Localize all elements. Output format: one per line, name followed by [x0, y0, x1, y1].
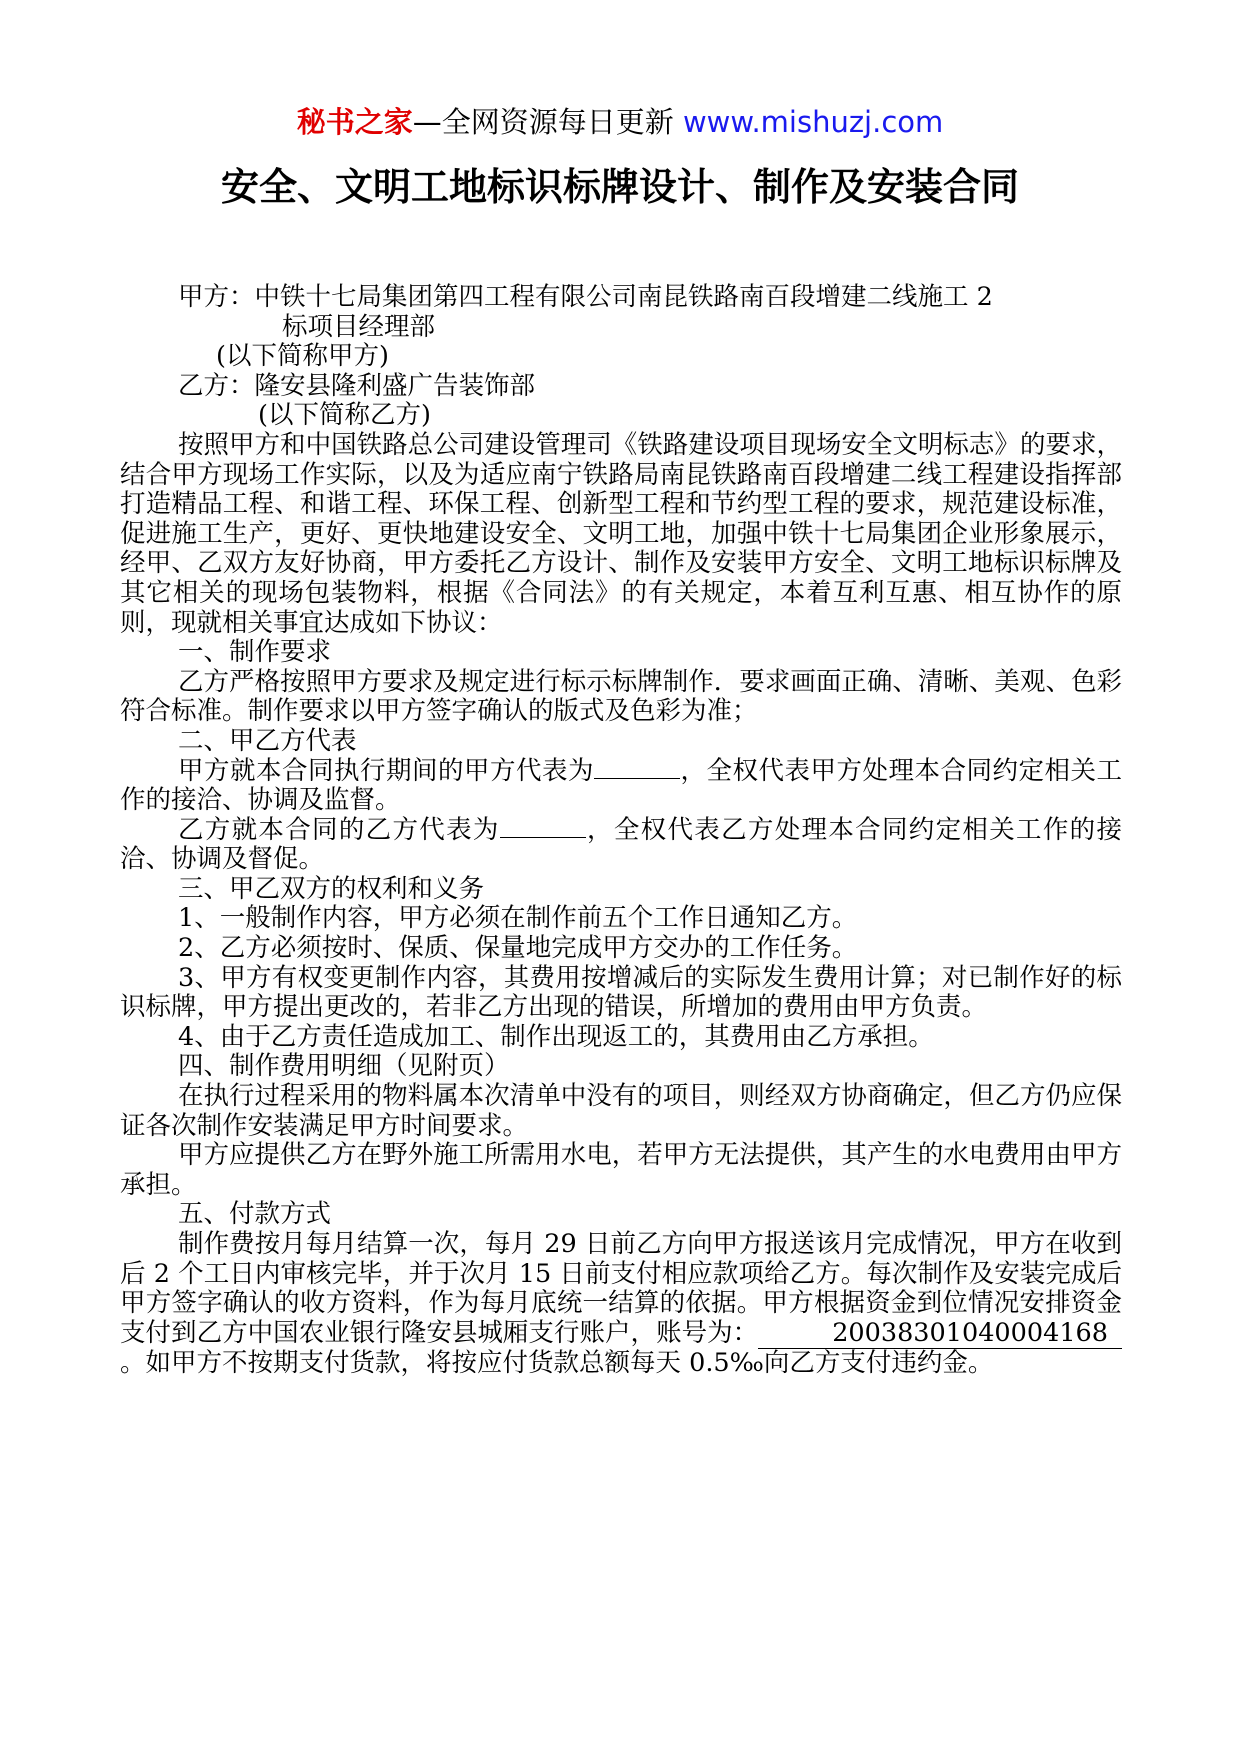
party-a-label: 甲方： [178, 282, 255, 312]
party-b-abbr: (以下简称乙方) [258, 400, 431, 431]
section-5-paragraph [120, 1230, 1122, 1379]
party-b-rep-text-end: ，全权代表乙方处理本合同约定相关工作的接洽、协调及督促。 [120, 814, 1122, 875]
section-1-paragraph: 乙方严格按照甲方要求及规定进行标示标牌制作．要求画面正确、清晰、美观、色彩符合标准。制作要求以甲方签字确认的版式及色彩为准； [120, 666, 1122, 727]
intro-paragraph: 按照甲方和中国铁路总公司建设管理司《铁路建设项目现场安全文明标志》的要求，结合甲方现场工作实际，以及为适应南宁铁路局南昆铁路南百段增建二线工程建设指挥部打造精品工程、和谐工程、环保工程、创新型工程和节约型工程的要求，规范建设标准，促进施工生产，更好、更快地建设安全、文明工地，加强中铁十七局集团企业形象展示，经甲、乙双方友好协商，甲方委托乙方设计、制作及安装甲方安全、文明工地标识标牌及其它相关的现场包装物料，根据《合同法》的有关规定，本着互利互惠、相互协作的原则，现就相关事宜达成如下协议： [120, 429, 1122, 638]
party-a-name-line1: 中铁十七局集团第四工程有限公司南昆铁路南百段增建二线施工 2 [254, 282, 993, 312]
section-3-item-2: 2、乙方必须按时、保质、保量地完成甲方交办的工作任务。 [178, 933, 858, 964]
party-b-label: 乙方： [178, 370, 255, 401]
section-1-title: 一、制作要求 [178, 637, 332, 668]
party-a-rep-text: 甲方就本合同执行期间的甲方代表为 [178, 755, 594, 786]
bank-account-number: 20038301040004168 [758, 1319, 1122, 1350]
party-a-name-line2: 标项目经理部 [282, 311, 436, 342]
section-2-title: 二、甲乙方代表 [178, 725, 357, 756]
section-5-title: 五、付款方式 [178, 1199, 332, 1230]
party-a-line [120, 283, 1122, 313]
contract-body [120, 283, 1122, 1379]
payment-penalty-text: 。如甲方不按期支付货款，将按应付货款总额每天 0.5‰向乙方支付违约金。 [120, 1348, 994, 1379]
document-title: 安全、文明工地标识标牌设计、制作及安装合同 [220, 165, 1019, 209]
section-2-paragraph-2 [120, 816, 1122, 875]
section-3-title: 三、甲乙双方的权利和义务 [178, 873, 485, 904]
party-a-abbr: (以下简称甲方) [216, 341, 389, 372]
section-3-item-3: 3、甲方有权变更制作内容，其费用按增减后的实际发生费用计算；对已制作好的标识标牌，甲方提出更改的，若非乙方出现的错误，所增加的费用由甲方负责。 [120, 962, 1122, 1023]
party-b-name: 隆安县隆利盛广告装饰部 [254, 370, 536, 401]
section-2-paragraph-1 [120, 757, 1122, 816]
party-b-line [120, 372, 1122, 402]
brand-name: 秘书之家 [296, 105, 413, 139]
section-3-item-1: 1、一般制作内容，甲方必须在制作前五个工作日通知乙方。 [178, 903, 858, 934]
party-a-rep-text-end: ，全权代表甲方处理本合同约定相关工作的接洽、协调及监督。 [120, 755, 1122, 816]
section-4-title: 四、制作费用明细（见附页） [178, 1051, 510, 1082]
party-b-rep-text: 乙方就本合同的乙方代表为 [178, 814, 500, 845]
header-slogan: —全网资源每日更新 [412, 105, 683, 139]
party-a-rep-blank [594, 778, 680, 779]
section-4-paragraph-2: 甲方应提供乙方在野外施工所需用水电，若甲方无法提供，其产生的水电费用由甲方承担。 [120, 1140, 1122, 1200]
section-3-item-4: 4、由于乙方责任造成加工、制作出现返工的，其费用由乙方承担。 [178, 1021, 934, 1052]
section-4-paragraph-1: 在执行过程采用的物料属本次清单中没有的项目，则经双方协商确定，但乙方仍应保证各次制作安装满足甲方时间要求。 [120, 1081, 1122, 1141]
site-url-link[interactable]: www.mishuzj.com [682, 105, 944, 139]
party-b-rep-blank [500, 837, 586, 838]
payment-text: 制作费按月每月结算一次，每月 29 日前乙方向甲方报送该月完成情况，甲方在收到后 2 个工日内审核完毕，并于次月 15 日前支付相应款项给乙方。每次制作及安装完成后甲方签字确认的收方资料，作为每月底统一结算的依据。甲方根据资金到位情况安排资金支付到乙方中国农业银行隆安县城厢支行账户，账号为： [120, 1229, 1122, 1348]
site-header [0, 102, 1240, 142]
